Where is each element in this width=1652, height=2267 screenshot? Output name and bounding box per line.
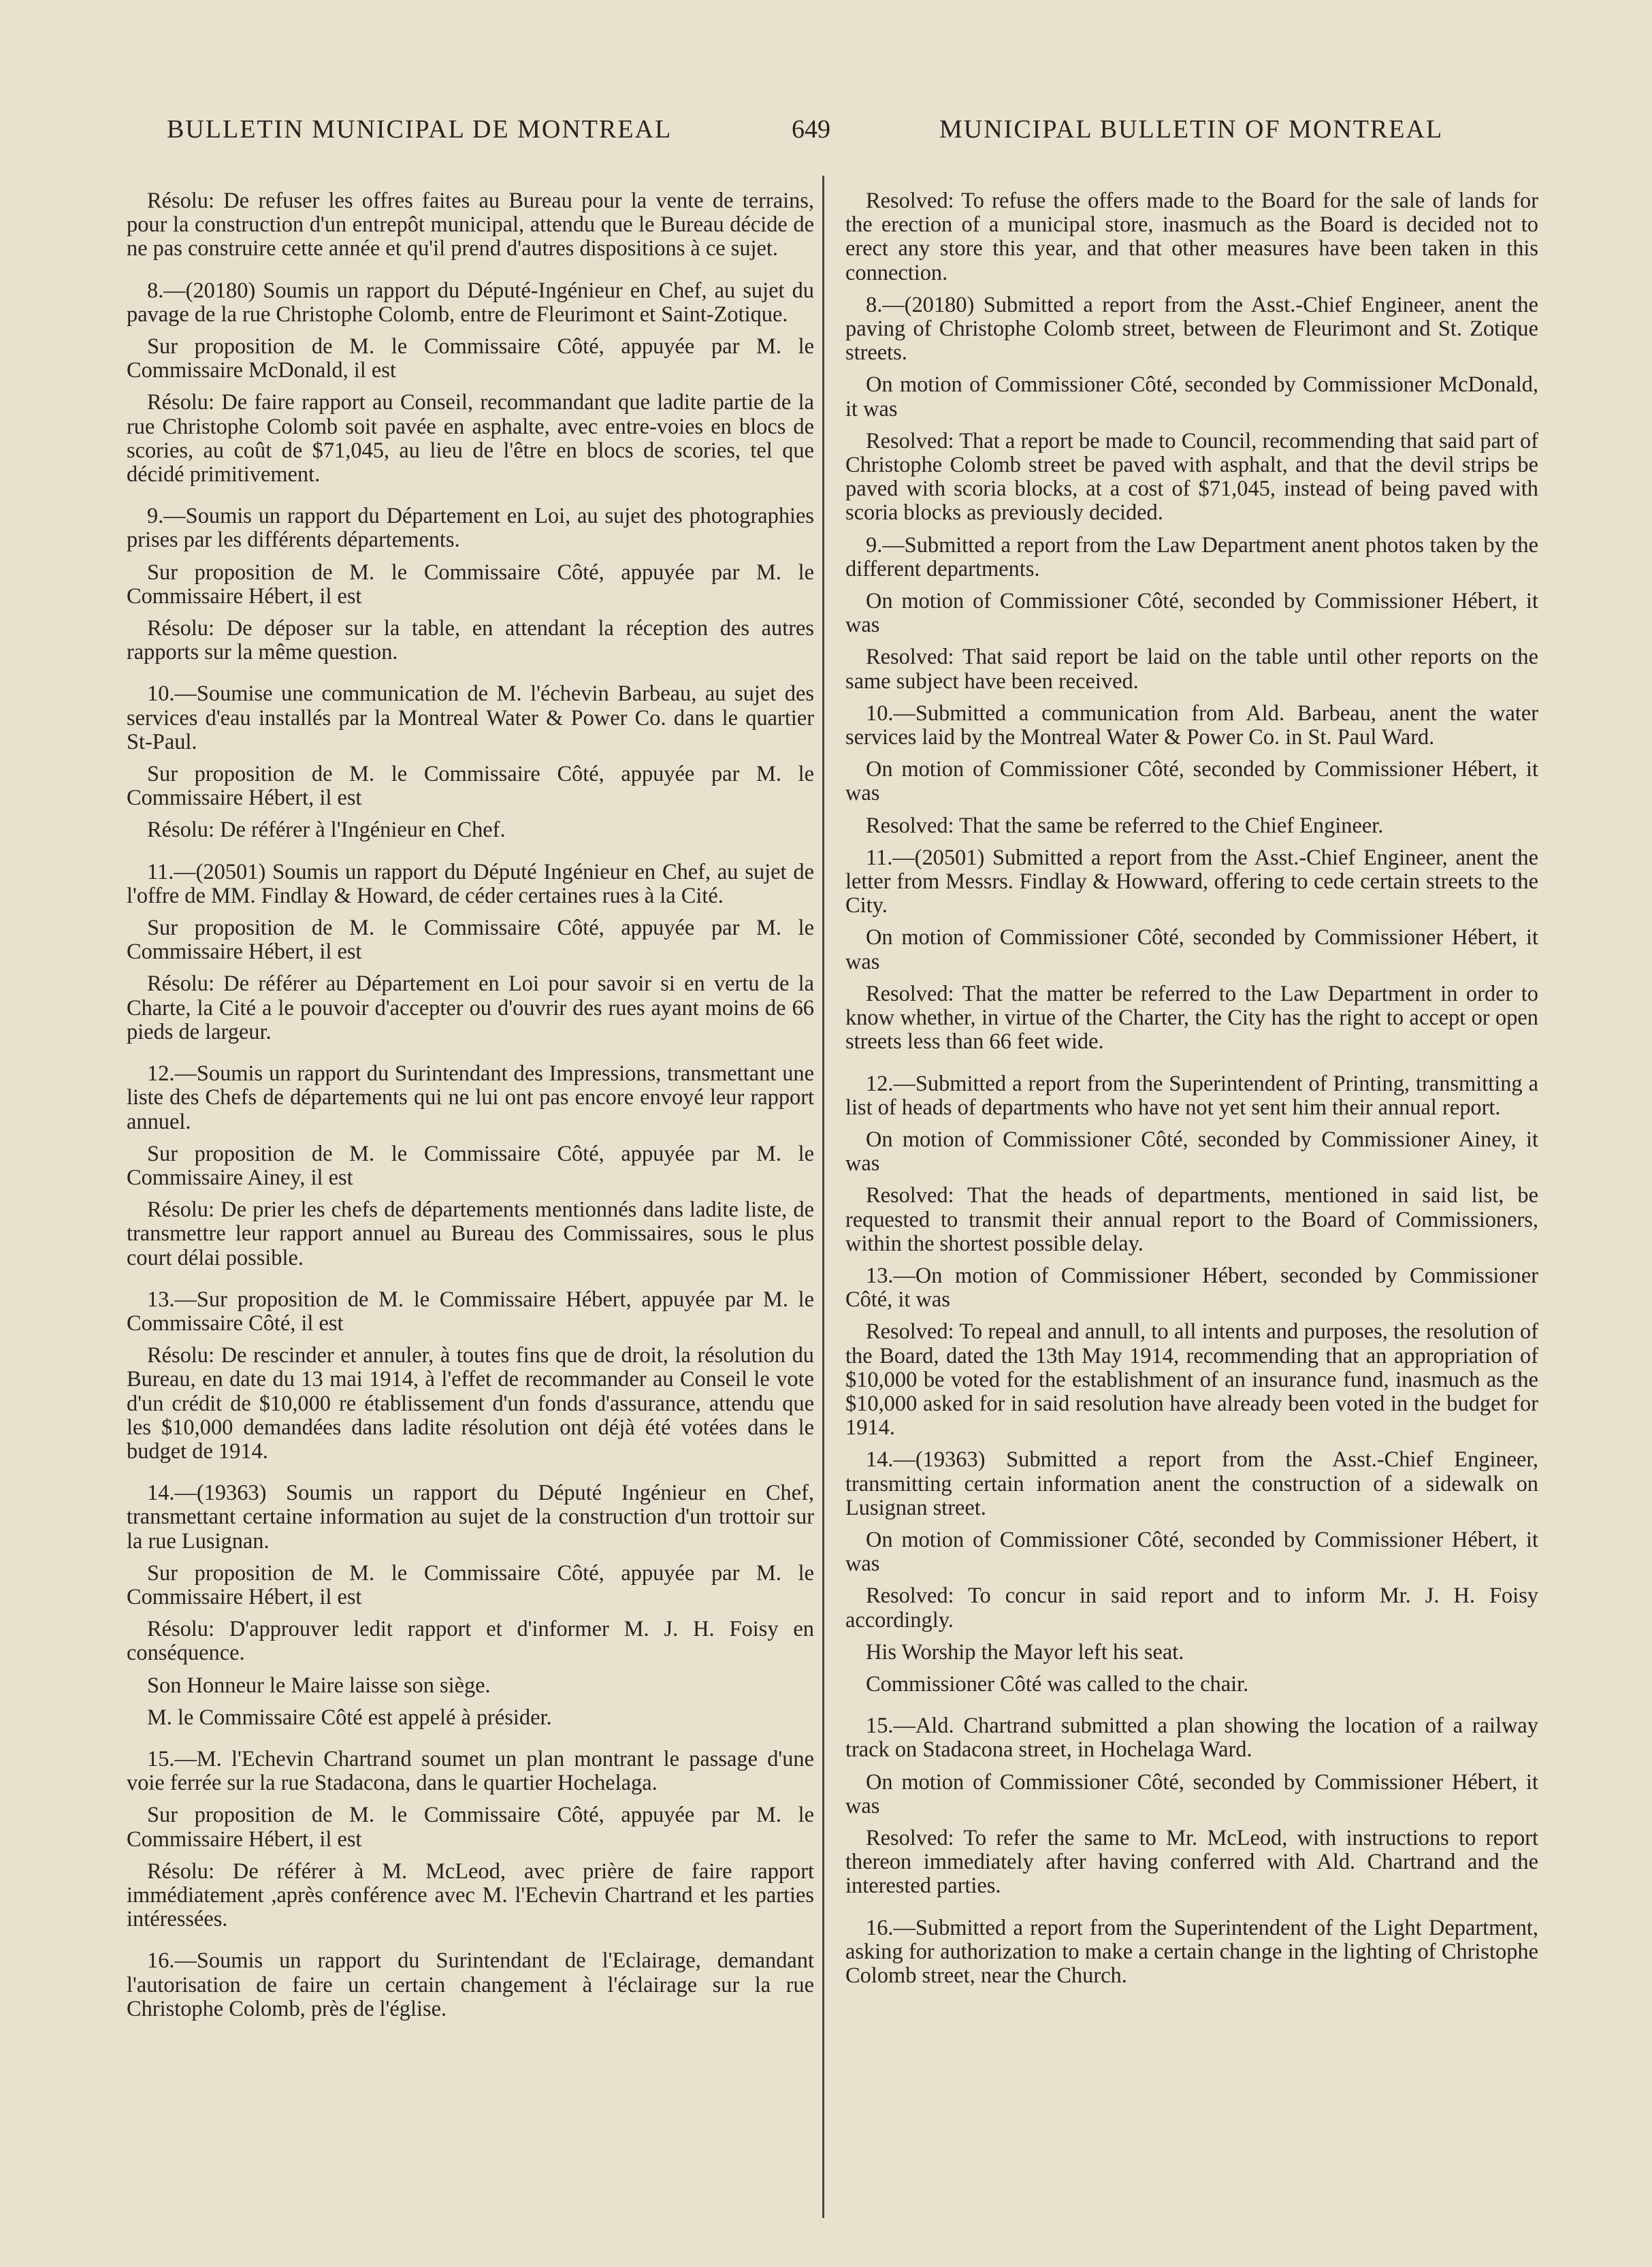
french-paragraph: Résolu: De refuser les offres faites au Bureau pour la vente de terrains, pour la construction d'un entrepôt municipal, attendu que le Bureau décide de ne pas construire cette année et qu'il prend d'autres dispositions à ce sujet. xyxy=(127,189,814,261)
english-paragraph: Resolved: That the heads of departments, mentioned in said list, be requested to transmit their annual report to the Board of Commissioners, within the shortest possible delay. xyxy=(845,1183,1538,1256)
english-paragraph: Resolved: That the same be referred to the Chief Engineer. xyxy=(866,813,1384,838)
english-paragraph: Resolved: That a report be made to Council, recommending that said part of Christophe Colomb street be paved with asphalt, and that the devil strips be paved with scoria blocks, at a cost of $71,045, instead of being paved with scoria blocks as previously decided. xyxy=(845,428,1538,526)
english-paragraph: Resolved: To refer the same to Mr. McLeod, with instructions to report thereon immediately after having conferred with Ald. Chartrand and the interested parties. xyxy=(845,1825,1538,1899)
english-paragraph: On motion of Commissioner Côté, seconded by Commissioner Hébert, it was xyxy=(845,1769,1538,1818)
english-paragraph: Resolved: That the matter be referred to the Law Department in order to know whether, in virtue of the Charter, the City has the right to accept or open streets less than 66 feet wide. xyxy=(845,981,1538,1055)
english-paragraph: On motion of Commissioner Côté, seconded by Commissioner McDonald, it was xyxy=(845,372,1538,421)
french-paragraph: Résolu: De référer au Département en Loi pour savoir si en vertu de la Charte, la Cité a le pouvoir d'accepter ou d'ouvrir des rues ayant moins de 66 pieds de largeur. xyxy=(127,971,814,1044)
french-paragraph: 9.—Soumis un rapport du Département en Loi, au sujet des photographies prises par les différents départements. xyxy=(127,504,814,553)
french-paragraph: Sur proposition de M. le Commissaire Côté, appuyée par M. le Commissaire Ainey, il est xyxy=(127,1141,814,1190)
english-paragraph: 12.—Submitted a report from the Superintendent of Printing, transmitting a list of heads of departments who have not yet sent him their annual report. xyxy=(845,1071,1538,1120)
english-paragraph: Resolved: To refuse the offers made to the Board for the sale of lands for the erection of a municipal store, inasmuch as the Board is decided not to erect any store this year, and that other measures have been taken in this connection. xyxy=(845,189,1538,285)
english-paragraph: Resolved: To concur in said report and to inform Mr. J. H. Foisy accordingly. xyxy=(845,1583,1538,1633)
french-paragraph: 10.—Soumise une communication de M. l'échevin Barbeau, au sujet des services d'eau installés par la Montreal Water & Power Co. dans le quartier St-Paul. xyxy=(127,681,814,754)
english-paragraph: 13.—On motion of Commissioner Hébert, seconded by Commissioner Côté, it was xyxy=(845,1263,1538,1313)
french-paragraph: M. le Commissaire Côté est appelé à présider. xyxy=(147,1705,552,1730)
english-paragraph: On motion of Commissioner Côté, seconded by Commissioner Hébert, it was xyxy=(845,757,1538,806)
english-paragraph: On motion of Commissioner Côté, seconded by Commissioner Ainey, it was xyxy=(845,1127,1538,1176)
english-paragraph: His Worship the Mayor left his seat. xyxy=(866,1639,1184,1665)
page-number: 649 xyxy=(792,115,830,144)
french-paragraph: Résolu: D'approuver ledit rapport et d'informer M. J. H. Foisy en conséquence. xyxy=(127,1617,814,1666)
english-paragraph: 10.—Submitted a communication from Ald. Barbeau, anent the water services laid by the Montreal Water & Power Co. in St. Paul Ward. xyxy=(845,701,1538,750)
french-paragraph: Sur proposition de M. le Commissaire Côté, appuyée par M. le Commissaire Hébert, il est xyxy=(127,762,814,811)
french-paragraph: Résolu: De prier les chefs de départements mentionnés dans ladite liste, de transmettre leur rapport annuel au Bureau des Commissaires, sous le plus court délai possible. xyxy=(127,1197,814,1270)
french-paragraph: Résolu: De rescinder et annuler, à toutes fins que de droit, la résolution du Bureau, en date du 13 mai 1914, à l'effet de recommander au Conseil le vote d'un crédit de $10,000 re établissement d'un fonds d'assurance, attendu que les $10,000 demandées dans ladite résolution ont déjà été votées dans le budget de 1914. xyxy=(127,1343,814,1464)
french-paragraph: Résolu: De référer à M. McLeod, avec prière de faire rapport immédiatement ,après conférence avec M. l'Echevin Chartrand et les parties intéressées. xyxy=(127,1859,814,1932)
header-title-french: BULLETIN MUNICIPAL DE MONTREAL xyxy=(167,115,673,144)
english-paragraph: Commissioner Côté was called to the chair. xyxy=(866,1671,1249,1697)
english-paragraph: On motion of Commissioner Côté, seconded by Commissioner Hébert, it was xyxy=(845,925,1538,974)
column-divider xyxy=(822,176,824,2218)
french-paragraph: Sur proposition de M. le Commissaire Côté, appuyée par M. le Commissaire Hébert, il est xyxy=(127,1803,814,1852)
english-column xyxy=(845,189,1538,1996)
french-paragraph: Résolu: De déposer sur la table, en attendant la réception des autres rapports sur la même question. xyxy=(127,616,814,665)
english-paragraph: 14.—(19363) Submitted a report from the Asst.-Chief Engineer, transmitting certain information anent the construction of a sidewalk on Lusignan street. xyxy=(845,1447,1538,1520)
english-paragraph: On motion of Commissioner Côté, seconded by Commissioner Hébert, it was xyxy=(845,589,1538,638)
french-paragraph: 13.—Sur proposition de M. le Commissaire Hébert, appuyée par M. le Commissaire Côté, il est xyxy=(127,1287,814,1336)
english-paragraph: Resolved: That said report be laid on the table until other reports on the same subject have been received. xyxy=(845,645,1538,694)
english-paragraph: 16.—Submitted a report from the Superintendent of the Light Department, asking for authorization to make a certain change in the lighting of Christophe Colomb street, near the Church. xyxy=(845,1915,1538,1988)
french-paragraph: Sur proposition de M. le Commissaire Côté, appuyée par M. le Commissaire Hébert, il est xyxy=(127,916,814,965)
english-paragraph: On motion of Commissioner Côté, seconded by Commissioner Hébert, it was xyxy=(845,1527,1538,1577)
french-paragraph: 15.—M. l'Echevin Chartrand soumet un plan montrant le passage d'une voie ferrée sur la rue Stadacona, dans le quartier Hochelaga. xyxy=(127,1746,814,1796)
english-paragraph: 11.—(20501) Submitted a report from the Asst.-Chief Engineer, anent the letter from Messrs. Findlay & Howward, offering to cede certain streets to the City. xyxy=(845,845,1538,918)
french-paragraph: Résolu: De faire rapport au Conseil, recommandant que ladite partie de la rue Christophe Colomb soit pavée en asphalte, avec entre-voies en blocs de scories, au coût de $71,045, au lieu de l'être en blocs de scories, tel que décidé primitivement. xyxy=(127,390,814,487)
french-paragraph: 12.—Soumis un rapport du Surintendant des Impressions, transmettant une liste des Chefs de départements qui ne lui ont pas encore envoyé leur rapport annuel. xyxy=(127,1061,814,1134)
header-title-english: MUNICIPAL BULLETIN OF MONTREAL xyxy=(939,115,1444,144)
french-paragraph: 16.—Soumis un rapport du Surintendant de l'Eclairage, demandant l'autorisation de faire un certain changement à l'éclairage sur la rue Christophe Colomb, près de l'église. xyxy=(127,1948,814,2021)
french-paragraph: 8.—(20180) Soumis un rapport du Député-Ingénieur en Chef, au sujet du pavage de la rue Christophe Colomb, entre de Fleurimont et Saint-Zotique. xyxy=(127,278,814,327)
english-paragraph: 8.—(20180) Submitted a report from the Asst.-Chief Engineer, anent the paving of Christophe Colomb street, between de Fleurimont and St. Zotique streets. xyxy=(845,292,1538,366)
french-paragraph: Sur proposition de M. le Commissaire Côté, appuyée par M. le Commissaire Hébert, il est xyxy=(127,560,814,609)
french-paragraph: 14.—(19363) Soumis un rapport du Député Ingénieur en Chef, transmettant certaine information au sujet de la construction d'un trottoir sur la rue Lusignan. xyxy=(127,1481,814,1554)
french-column xyxy=(127,189,814,2029)
english-paragraph: 15.—Ald. Chartrand submitted a plan showing the location of a railway track on Stadacona street, in Hochelaga Ward. xyxy=(845,1714,1538,1763)
english-paragraph: 9.—Submitted a report from the Law Department anent photos taken by the different departments. xyxy=(845,532,1538,581)
french-paragraph: Résolu: De référer à l'Ingénieur en Chef. xyxy=(147,818,506,843)
french-paragraph: Son Honneur le Maire laisse son siège. xyxy=(147,1673,491,1698)
english-paragraph: Resolved: To repeal and annull, to all intents and purposes, the resolution of the Board, dated the 13th May 1914, recommending that an appropriation of $10,000 be voted for the establishment of an insurance fund, inasmuch as the $10,000 asked for in said resolution have already been voted in the budget for 1914. xyxy=(845,1319,1538,1441)
french-paragraph: Sur proposition de M. le Commissaire Côté, appuyée par M. le Commissaire Hébert, il est xyxy=(127,1560,814,1609)
french-paragraph: 11.—(20501) Soumis un rapport du Député Ingénieur en Chef, au sujet de l'offre de MM. Findlay & Howard, de céder certaines rues à la Cité. xyxy=(127,859,814,908)
french-paragraph: Sur proposition de M. le Commissaire Côté, appuyée par M. le Commissaire McDonald, il est xyxy=(127,334,814,383)
